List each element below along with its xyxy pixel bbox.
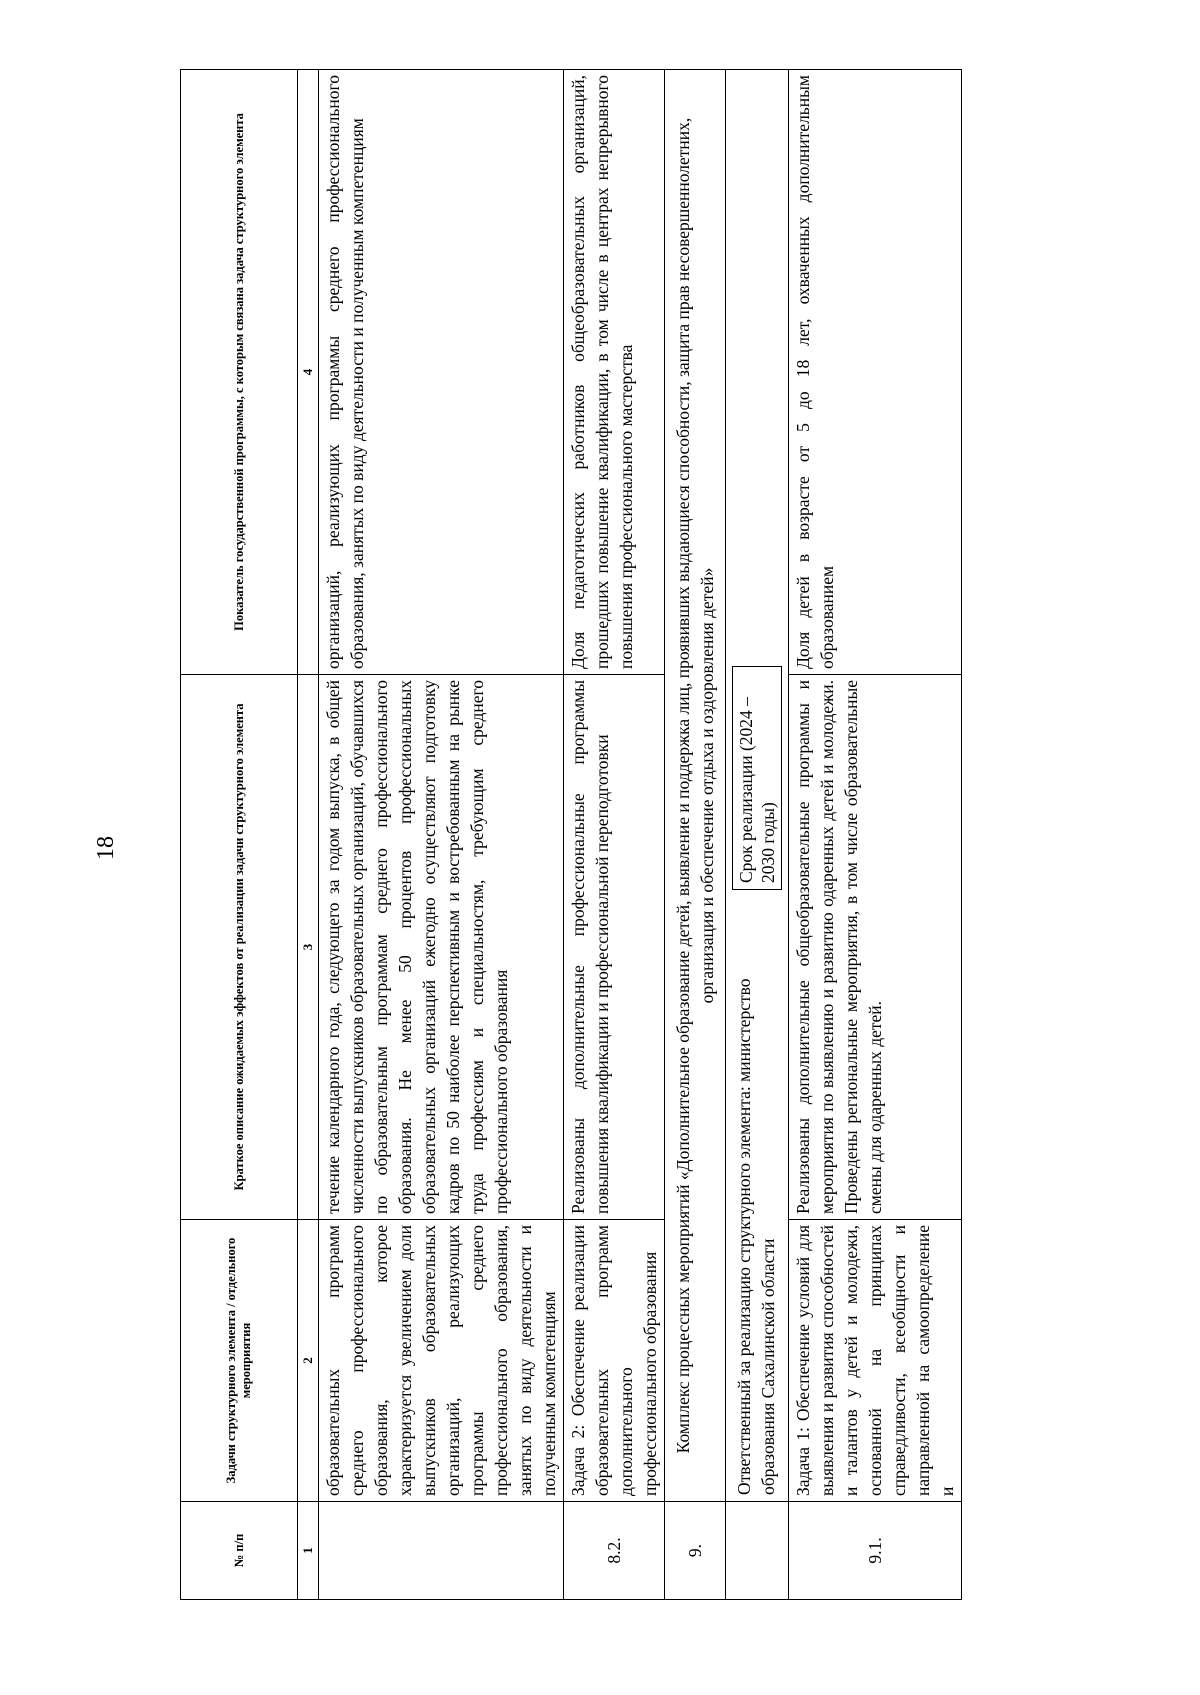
table-row	[665, 70, 726, 1600]
col-number-1: 1	[298, 1502, 319, 1600]
col-number-2: 2	[298, 1220, 319, 1502]
row-num: 9.	[665, 1502, 726, 1600]
row-num	[319, 1502, 564, 1600]
header-effect: Краткое описание ожидаемых эффектов от реализации задачи структурного элемента	[181, 675, 298, 1220]
column-numbers-row	[298, 70, 319, 1600]
row-num-empty	[726, 1502, 789, 1600]
row-task: Задача 2: Обеспечение реализации образовательных программ дополнительного профессионального образования	[564, 1220, 665, 1502]
header-task: Задачи структурного элемента / отдельного мероприятия	[181, 1220, 298, 1502]
responsible-text: Ответственный за реализацию структурного элемента: министерство образования Сахалинской области	[734, 978, 778, 1495]
row-num: 8.2.	[564, 1502, 665, 1600]
table-row	[789, 70, 962, 1600]
header-num: № п/п	[181, 1502, 298, 1600]
row-num: 9.1.	[789, 1502, 962, 1600]
row-task: Задача 1: Обеспечение условий для выявления и развития способностей и талантов у детей и молодежи, основанной на принципах справедливости, всеобщности и направленной на самоопределение и	[789, 1220, 962, 1502]
col-number-4: 4	[298, 70, 319, 675]
header-row	[181, 70, 298, 1600]
program-table	[180, 69, 962, 1600]
term-box: Срок реализации (2024 – 2030 годы)	[732, 666, 782, 890]
table-row	[726, 70, 789, 1600]
row-indicator: Доля детей в возрасте от 5 до 18 лет, охваченных дополнительным образованием	[789, 70, 962, 675]
col-number-3: 3	[298, 675, 319, 1220]
row-effect: Реализованы дополнительные профессиональные программы повышения квалификации и профессиональной переподготовки	[564, 675, 665, 1220]
row-effect: Реализованы дополнительные общеобразовательные программы и мероприятия по выявлению и развитию одаренных детей и молодежи. Проведены региональные мероприятия, в том числе образовательные смены для одаренных детей.	[789, 675, 962, 1220]
section-title: Комплекс процессных мероприятий «Дополнительное образование детей, выявление и поддержка лиц, проявивших выдающиеся способности, защита прав несовершеннолетних, организация и обеспечение отдыха и оздоровления детей»	[665, 70, 726, 1502]
row-indicator: Доля педагогических работников общеобразовательных организаций, прошедших повышение квалификации, в том числе в центрах непрерывного повышения профессионального мастерства	[564, 70, 665, 675]
table-row	[319, 70, 564, 1600]
page-number: 18	[93, 836, 119, 860]
row-task: образовательных программ среднего профессионального образования, которое характеризуется увеличением доли выпускников образовательных организаций, реализующих программы среднего профессионального образования, занятых по виду деятельности и полученным компетенциям	[319, 1220, 564, 1502]
table-row	[564, 70, 665, 1600]
header-indicator: Показатель государственной программы, с которым связана задача структурного элемента	[181, 70, 298, 675]
rotated-table-container	[180, 70, 1050, 1600]
row-effect: течение календарного года, следующего за годом выпуска, в общей численности выпускников образовательных организаций, обучавшихся по образовательным программам среднего профессионального образования. Не менее 50 процентов профессиональных образовательных организаций ежегодно осуществляют подготовку кадров по 50 наиболее перспективным и востребованным на рынке труда профессиям и специальностям, требующим среднего профессионального образования	[319, 675, 564, 1220]
row-indicator: организаций, реализующих программы среднего профессионального образования, занятых по виду деятельности и полученным компетенциям	[319, 70, 564, 675]
responsible-cell	[726, 70, 789, 1502]
